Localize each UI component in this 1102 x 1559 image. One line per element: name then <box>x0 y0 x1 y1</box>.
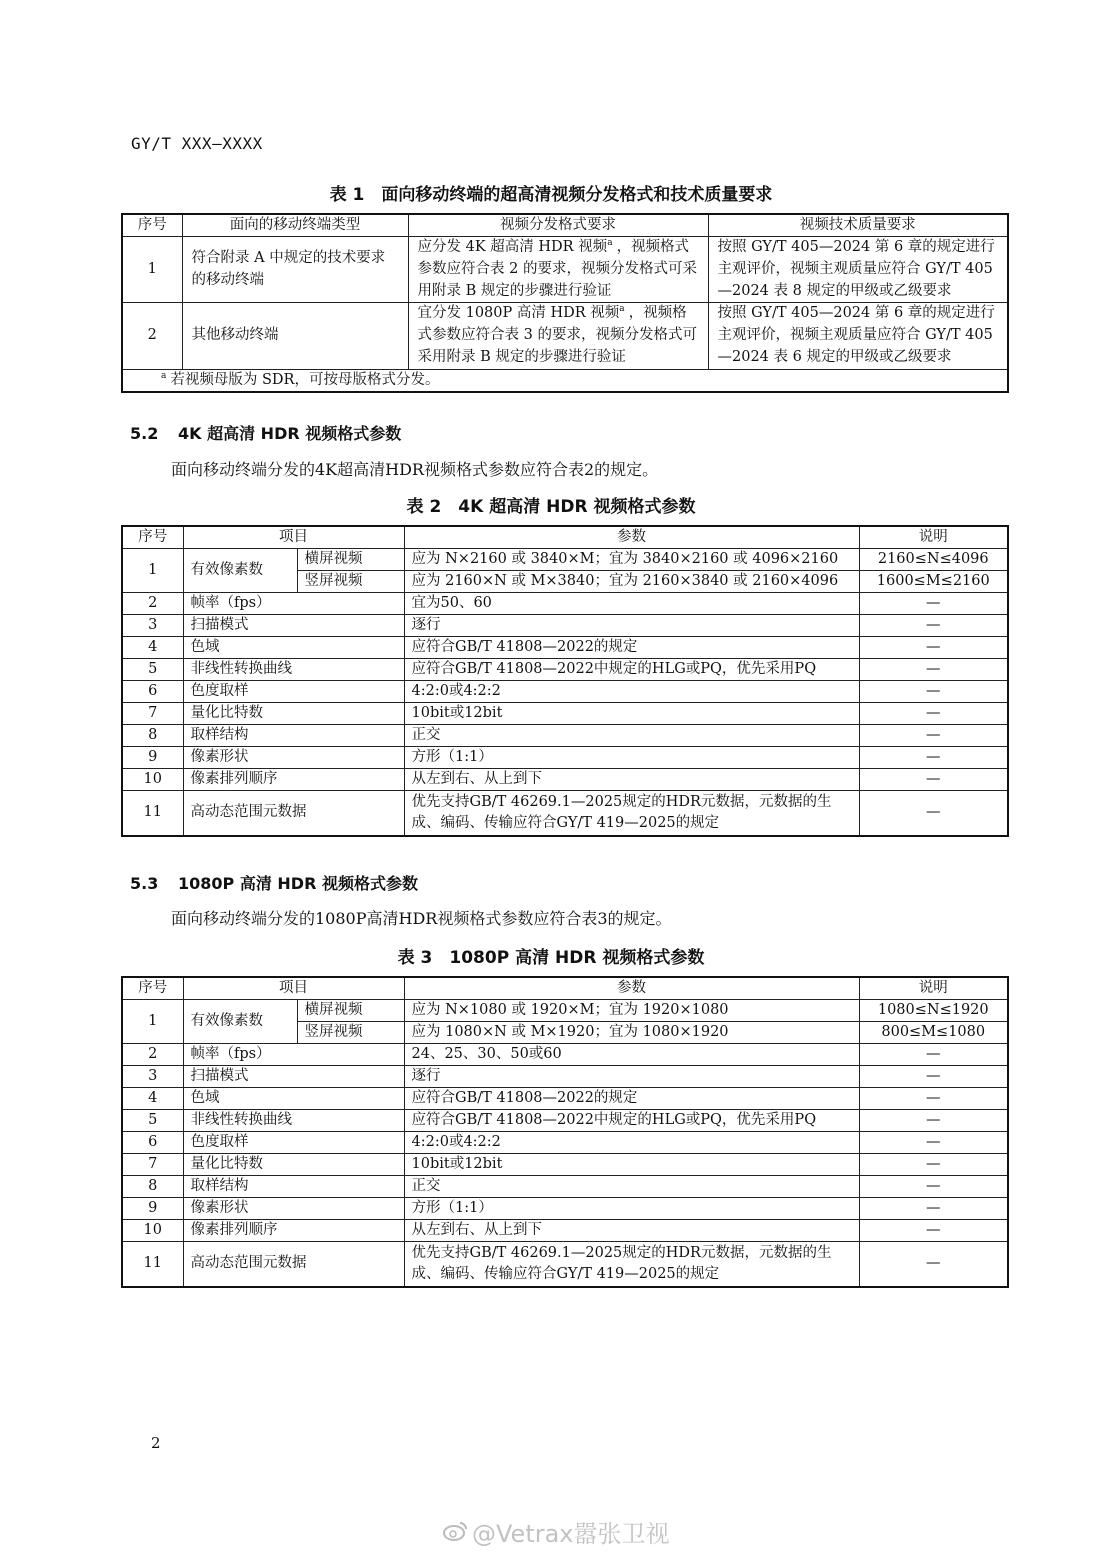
item-label: 像素排列顺序 <box>183 769 404 791</box>
note-value: — <box>859 593 1008 615</box>
table-row <box>122 1132 1008 1154</box>
row-number: 2 <box>122 1044 183 1066</box>
table-row <box>122 1154 1008 1176</box>
table-row <box>122 1000 1008 1022</box>
table2-header-item: 项目 <box>183 526 404 549</box>
param-value: 应符合GB/T 41808—2022中规定的HLG或PQ，优先采用PQ <box>404 1110 859 1132</box>
note-value: — <box>859 1220 1008 1242</box>
item-label: 像素形状 <box>183 1198 404 1220</box>
table-row <box>122 725 1008 747</box>
table2-header-no: 序号 <box>122 526 183 549</box>
note-value: — <box>859 615 1008 637</box>
table2 <box>121 525 1009 837</box>
table-row <box>122 703 1008 725</box>
table-row <box>122 659 1008 681</box>
table1 <box>121 213 1009 393</box>
section-5-2-heading: 5.2 4K 超高清 HDR 视频格式参数 <box>130 424 402 443</box>
note-value: 1080≤N≤1920 <box>859 1000 1008 1022</box>
sub-item-label: 横屏视频 <box>297 1000 404 1022</box>
note-value: — <box>859 1044 1008 1066</box>
table-row <box>122 1220 1008 1242</box>
param-value: 方形（1:1） <box>404 747 859 769</box>
row-number: 6 <box>122 1132 183 1154</box>
row-number: 9 <box>122 1198 183 1220</box>
param-value: 正交 <box>404 725 859 747</box>
table-row <box>122 1088 1008 1110</box>
section-5-3-body: 面向移动终端分发的1080P高清HDR视频格式参数应符合表3的规定。 <box>171 909 672 928</box>
note-value: 1600≤M≤2160 <box>859 571 1008 593</box>
param-value: 应符合GB/T 41808—2022的规定 <box>404 637 859 659</box>
standard-code: GY/T XXX—XXXX <box>131 134 263 153</box>
param-value: 宜为50、60 <box>404 593 859 615</box>
param-value: 10bit或12bit <box>404 1154 859 1176</box>
note-value: — <box>859 703 1008 725</box>
param-value: 逐行 <box>404 615 859 637</box>
terminal-type: 其他移动终端 <box>182 303 408 369</box>
row-number: 4 <box>122 637 183 659</box>
item-label: 非线性转换曲线 <box>183 1110 404 1132</box>
param-value: 应为 2160×N 或 M×3840；宜为 2160×3840 或 2160×4096 <box>404 571 859 593</box>
table2-header-note: 说明 <box>859 526 1008 549</box>
table-row <box>122 681 1008 703</box>
param-value: 从左到右、从上到下 <box>404 1220 859 1242</box>
item-label: 有效像素数 <box>183 1000 297 1044</box>
note-value: — <box>859 747 1008 769</box>
item-label: 像素排列顺序 <box>183 1220 404 1242</box>
table-row <box>122 1176 1008 1198</box>
table-row <box>122 303 1008 369</box>
sub-item-label: 竖屏视频 <box>297 571 404 593</box>
item-label: 取样结构 <box>183 725 404 747</box>
table1-footnote: $^a$ 若视频母版为 SDR，可按母版格式分发。 <box>122 369 1008 392</box>
item-label: 扫描模式 <box>183 1066 404 1088</box>
note-value: — <box>859 1242 1008 1287</box>
row-number: 6 <box>122 681 183 703</box>
param-value: 应为 N×2160 或 3840×M；宜为 3840×2160 或 4096×2160 <box>404 549 859 571</box>
row-number: 9 <box>122 747 183 769</box>
watermark: @Vetrax嚣张卫视 <box>442 1514 670 1549</box>
table2-header-param: 参数 <box>404 526 859 549</box>
param-value: 方形（1:1） <box>404 1198 859 1220</box>
param-value: 10bit或12bit <box>404 703 859 725</box>
item-label: 色域 <box>183 637 404 659</box>
param-value: 24、25、30、50或60 <box>404 1044 859 1066</box>
table1-header-no: 序号 <box>122 214 182 237</box>
table-row <box>122 747 1008 769</box>
row-number: 8 <box>122 1176 183 1198</box>
note-value: — <box>859 791 1008 836</box>
note-value: — <box>859 1132 1008 1154</box>
row-number: 1 <box>122 1000 183 1044</box>
quality-requirement: 按照 GY/T 405—2024 第 6 章的规定进行主观评价，视频主观质量应符合 GY/T 405—2024 表 8 规定的甲级或乙级要求 <box>708 237 1008 303</box>
sub-item-label: 竖屏视频 <box>297 1022 404 1044</box>
table-row <box>122 593 1008 615</box>
page-number: 2 <box>151 1434 161 1452</box>
item-label: 帧率（fps） <box>183 1044 404 1066</box>
table3-caption: 表 3 1080P 高清 HDR 视频格式参数 <box>397 948 705 968</box>
item-label: 高动态范围元数据 <box>183 1242 404 1287</box>
table-row <box>122 1066 1008 1088</box>
note-value: — <box>859 1066 1008 1088</box>
footnote-marker: a <box>619 304 625 315</box>
table-row <box>122 549 1008 571</box>
format-requirement: 应分发 4K 超高清 HDR 视频$^a$ ，视频格式参数应符合表 2 的要求，视频分发格式可采用附录 B 规定的步骤进行验证 <box>408 237 708 303</box>
note-value: — <box>859 1110 1008 1132</box>
row-number: 5 <box>122 1110 183 1132</box>
note-value: — <box>859 1198 1008 1220</box>
section-5-3-heading: 5.3 1080P 高清 HDR 视频格式参数 <box>130 874 418 893</box>
table-footnote-row <box>122 369 1008 392</box>
row-number: 3 <box>122 1066 183 1088</box>
note-value: — <box>859 1176 1008 1198</box>
item-label: 有效像素数 <box>183 549 297 593</box>
item-label: 色度取样 <box>183 681 404 703</box>
param-value: 应符合GB/T 41808—2022的规定 <box>404 1088 859 1110</box>
item-label: 色域 <box>183 1088 404 1110</box>
item-label: 非线性转换曲线 <box>183 659 404 681</box>
table-row <box>122 769 1008 791</box>
note-value: — <box>859 681 1008 703</box>
table-row <box>122 615 1008 637</box>
table1-header-type: 面向的移动终端类型 <box>182 214 408 237</box>
section-5-2-body: 面向移动终端分发的4K超高清HDR视频格式参数应符合表2的规定。 <box>171 460 659 479</box>
table-row <box>122 1242 1008 1287</box>
sub-item-label: 横屏视频 <box>297 549 404 571</box>
footnote-marker: a <box>607 238 613 249</box>
row-number: 1 <box>122 237 182 303</box>
param-value: 应为 N×1080 或 1920×M；宜为 1920×1080 <box>404 1000 859 1022</box>
param-value: 4:2:0或4:2:2 <box>404 681 859 703</box>
note-value: 800≤M≤1080 <box>859 1022 1008 1044</box>
item-label: 像素形状 <box>183 747 404 769</box>
row-number: 7 <box>122 703 183 725</box>
row-number: 3 <box>122 615 183 637</box>
row-number: 8 <box>122 725 183 747</box>
row-number: 7 <box>122 1154 183 1176</box>
table2-caption: 表 2 4K 超高清 HDR 视频格式参数 <box>406 497 696 517</box>
table-row <box>122 1044 1008 1066</box>
item-label: 帧率（fps） <box>183 593 404 615</box>
param-value: 优先支持GB/T 46269.1—2025规定的HDR元数据，元数据的生成、编码、传输应符合GY/T 419—2025的规定 <box>404 1242 859 1287</box>
table3-header-param: 参数 <box>404 977 859 1000</box>
table-row <box>122 791 1008 836</box>
table3-header-item: 项目 <box>183 977 404 1000</box>
weibo-icon <box>442 1520 468 1548</box>
item-label: 取样结构 <box>183 1176 404 1198</box>
row-number: 1 <box>122 549 183 593</box>
item-label: 量化比特数 <box>183 703 404 725</box>
item-label: 色度取样 <box>183 1132 404 1154</box>
param-value: 逐行 <box>404 1066 859 1088</box>
param-value: 正交 <box>404 1176 859 1198</box>
table3 <box>121 976 1009 1288</box>
row-number: 11 <box>122 1242 183 1287</box>
note-value: — <box>859 1088 1008 1110</box>
table3-header-note: 说明 <box>859 977 1008 1000</box>
terminal-type: 符合附录 A 中规定的技术要求的移动终端 <box>182 237 408 303</box>
table-row <box>122 637 1008 659</box>
row-number: 5 <box>122 659 183 681</box>
note-value: — <box>859 1154 1008 1176</box>
note-value: — <box>859 659 1008 681</box>
table3-header-no: 序号 <box>122 977 183 1000</box>
param-value: 从左到右、从上到下 <box>404 769 859 791</box>
table-row <box>122 1198 1008 1220</box>
table1-header-quality: 视频技术质量要求 <box>708 214 1008 237</box>
format-requirement: 宜分发 1080P 高清 HDR 视频$^a$ ，视频格式参数应符合表 3 的要求，视频分发格式可采用附录 B 规定的步骤进行验证 <box>408 303 708 369</box>
param-value: 优先支持GB/T 46269.1—2025规定的HDR元数据，元数据的生成、编码、传输应符合GY/T 419—2025的规定 <box>404 791 859 836</box>
row-number: 4 <box>122 1088 183 1110</box>
row-number: 2 <box>122 303 182 369</box>
note-value: — <box>859 725 1008 747</box>
table1-header-format: 视频分发格式要求 <box>408 214 708 237</box>
table1-caption: 表 1 面向移动终端的超高清视频分发格式和技术质量要求 <box>329 185 773 205</box>
param-value: 应为 1080×N 或 M×1920；宜为 1080×1920 <box>404 1022 859 1044</box>
note-value: — <box>859 637 1008 659</box>
note-value: — <box>859 769 1008 791</box>
param-value: 4:2:0或4:2:2 <box>404 1132 859 1154</box>
table-row <box>122 237 1008 303</box>
row-number: 10 <box>122 1220 183 1242</box>
note-value: 2160≤N≤4096 <box>859 549 1008 571</box>
item-label: 高动态范围元数据 <box>183 791 404 836</box>
row-number: 2 <box>122 593 183 615</box>
table-row <box>122 1110 1008 1132</box>
row-number: 11 <box>122 791 183 836</box>
item-label: 扫描模式 <box>183 615 404 637</box>
row-number: 10 <box>122 769 183 791</box>
quality-requirement: 按照 GY/T 405—2024 第 6 章的规定进行主观评价，视频主观质量应符合 GY/T 405—2024 表 6 规定的甲级或乙级要求 <box>708 303 1008 369</box>
item-label: 量化比特数 <box>183 1154 404 1176</box>
param-value: 应符合GB/T 41808—2022中规定的HLG或PQ，优先采用PQ <box>404 659 859 681</box>
